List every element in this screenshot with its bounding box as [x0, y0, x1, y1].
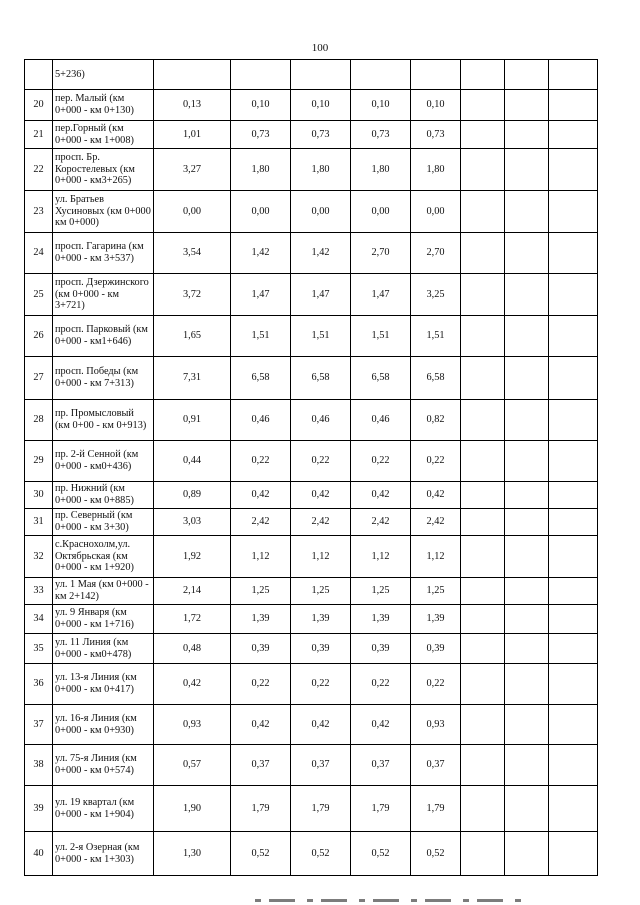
road-name: ул. Братьев Хусиновых (км 0+000 км 0+000)	[53, 191, 154, 233]
length-value: 1,12	[351, 536, 411, 578]
empty-cell	[461, 60, 505, 90]
empty-cell	[549, 605, 598, 634]
length-value: 3,54	[154, 233, 231, 274]
length-value: 1,25	[411, 578, 461, 605]
length-value: 0,42	[154, 664, 231, 705]
empty-cell	[505, 191, 549, 233]
road-name: пр. 2-й Сенной (км 0+000 - км0+436)	[53, 441, 154, 482]
length-value: 0,52	[291, 832, 351, 876]
table-row	[25, 509, 598, 536]
length-value: 1,12	[231, 536, 291, 578]
road-name: ул. 2-я Озерная (км 0+000 - км 1+303)	[53, 832, 154, 876]
empty-cell	[461, 357, 505, 400]
empty-cell	[549, 400, 598, 441]
length-value: 0,37	[351, 745, 411, 786]
length-value: 7,31	[154, 357, 231, 400]
length-value: 0,42	[291, 482, 351, 509]
table-row	[25, 482, 598, 509]
length-value: 0,22	[351, 441, 411, 482]
length-value: 1,51	[351, 316, 411, 357]
length-value: 1,01	[154, 121, 231, 149]
length-value: 1,25	[231, 578, 291, 605]
table-row	[25, 634, 598, 664]
length-value	[154, 60, 231, 90]
length-value: 0,42	[351, 705, 411, 745]
length-value: 0,44	[154, 441, 231, 482]
empty-cell	[505, 90, 549, 121]
empty-cell	[505, 121, 549, 149]
row-number: 39	[25, 786, 53, 832]
length-value: 1,79	[231, 786, 291, 832]
length-value: 1,51	[411, 316, 461, 357]
empty-cell	[505, 786, 549, 832]
row-number: 30	[25, 482, 53, 509]
road-name: пер. Малый (км 0+000 - км 0+130)	[53, 90, 154, 121]
length-value: 0,22	[291, 441, 351, 482]
length-value	[351, 60, 411, 90]
table-row	[25, 90, 598, 121]
length-value: 1,39	[231, 605, 291, 634]
table-row	[25, 536, 598, 578]
length-value: 1,39	[411, 605, 461, 634]
length-value: 3,25	[411, 274, 461, 316]
length-value	[291, 60, 351, 90]
row-number: 31	[25, 509, 53, 536]
empty-cell	[505, 578, 549, 605]
length-value: 1,47	[231, 274, 291, 316]
length-value: 6,58	[351, 357, 411, 400]
length-value: 2,42	[351, 509, 411, 536]
length-value: 1,80	[291, 149, 351, 191]
road-name: просп. Победы (км 0+000 - км 7+313)	[53, 357, 154, 400]
empty-cell	[461, 316, 505, 357]
length-value: 0,93	[411, 705, 461, 745]
empty-cell	[505, 705, 549, 745]
length-value: 1,25	[351, 578, 411, 605]
empty-cell	[505, 745, 549, 786]
length-value: 0,91	[154, 400, 231, 441]
empty-cell	[505, 832, 549, 876]
length-value: 0,73	[291, 121, 351, 149]
empty-cell	[461, 832, 505, 876]
empty-cell	[505, 482, 549, 509]
row-number: 23	[25, 191, 53, 233]
length-value: 0,39	[291, 634, 351, 664]
table-row	[25, 274, 598, 316]
length-value: 1,39	[291, 605, 351, 634]
row-number	[25, 60, 53, 90]
table-row	[25, 400, 598, 441]
table-body	[25, 60, 598, 876]
length-value: 1,51	[291, 316, 351, 357]
empty-cell	[461, 149, 505, 191]
table-row	[25, 705, 598, 745]
length-value: 0,22	[231, 441, 291, 482]
length-value: 0,52	[231, 832, 291, 876]
row-number: 24	[25, 233, 53, 274]
road-name: ул. 1 Мая (км 0+000 - км 2+142)	[53, 578, 154, 605]
length-value: 0,39	[231, 634, 291, 664]
length-value: 1,12	[291, 536, 351, 578]
empty-cell	[461, 578, 505, 605]
empty-cell	[549, 274, 598, 316]
length-value: 0,22	[411, 441, 461, 482]
empty-cell	[461, 233, 505, 274]
length-value: 1,92	[154, 536, 231, 578]
length-value: 1,42	[231, 233, 291, 274]
empty-cell	[461, 121, 505, 149]
empty-cell	[549, 149, 598, 191]
table-row	[25, 664, 598, 705]
empty-cell	[505, 400, 549, 441]
empty-cell	[549, 233, 598, 274]
empty-cell	[549, 745, 598, 786]
row-number: 22	[25, 149, 53, 191]
row-number: 27	[25, 357, 53, 400]
length-value: 0,42	[411, 482, 461, 509]
empty-cell	[505, 536, 549, 578]
empty-cell	[505, 441, 549, 482]
empty-cell	[461, 441, 505, 482]
empty-cell	[461, 191, 505, 233]
length-value: 0,37	[411, 745, 461, 786]
length-value: 0,10	[291, 90, 351, 121]
table-row	[25, 121, 598, 149]
empty-cell	[461, 400, 505, 441]
road-name: с.Краснохолм,ул. Октябрьская (км 0+000 - км 1+920)	[53, 536, 154, 578]
length-value: 1,39	[351, 605, 411, 634]
road-name: ул. 11 Линия (км 0+000 - км0+478)	[53, 634, 154, 664]
row-number: 34	[25, 605, 53, 634]
road-name: ул. 9 Января (км 0+000 - км 1+716)	[53, 605, 154, 634]
empty-cell	[549, 316, 598, 357]
length-value: 0,93	[154, 705, 231, 745]
empty-cell	[549, 482, 598, 509]
table-row-continuation	[25, 60, 598, 90]
length-value: 1,12	[411, 536, 461, 578]
length-value: 0,37	[291, 745, 351, 786]
empty-cell	[549, 705, 598, 745]
road-name: пр. Северный (км 0+000 - км 3+30)	[53, 509, 154, 536]
length-value: 1,47	[291, 274, 351, 316]
empty-cell	[549, 578, 598, 605]
empty-cell	[505, 509, 549, 536]
row-number: 28	[25, 400, 53, 441]
empty-cell	[461, 90, 505, 121]
empty-cell	[461, 536, 505, 578]
row-number: 32	[25, 536, 53, 578]
length-value: 1,79	[411, 786, 461, 832]
length-value: 0,00	[291, 191, 351, 233]
table-row	[25, 578, 598, 605]
length-value: 0,42	[351, 482, 411, 509]
length-value: 1,65	[154, 316, 231, 357]
table-row	[25, 832, 598, 876]
length-value: 0,00	[231, 191, 291, 233]
length-value: 0,00	[351, 191, 411, 233]
empty-cell	[461, 274, 505, 316]
length-value: 2,14	[154, 578, 231, 605]
empty-cell	[505, 149, 549, 191]
empty-cell	[505, 605, 549, 634]
row-number: 29	[25, 441, 53, 482]
empty-cell	[549, 90, 598, 121]
row-number: 33	[25, 578, 53, 605]
table-row	[25, 149, 598, 191]
road-name: просп. Парковый (км 0+000 - км1+646)	[53, 316, 154, 357]
road-name: 5+236)	[53, 60, 154, 90]
empty-cell	[461, 664, 505, 705]
length-value: 1,80	[231, 149, 291, 191]
empty-cell	[549, 786, 598, 832]
length-value: 2,42	[411, 509, 461, 536]
empty-cell	[549, 441, 598, 482]
length-value: 0,73	[231, 121, 291, 149]
length-value: 0,10	[351, 90, 411, 121]
road-name: ул. 75-я Линия (км 0+000 - км 0+574)	[53, 745, 154, 786]
length-value: 1,42	[291, 233, 351, 274]
length-value: 0,42	[291, 705, 351, 745]
length-value: 2,42	[231, 509, 291, 536]
empty-cell	[549, 509, 598, 536]
length-value: 0,39	[411, 634, 461, 664]
empty-cell	[549, 121, 598, 149]
length-value: 6,58	[291, 357, 351, 400]
road-name: пр. Нижний (км 0+000 - км 0+885)	[53, 482, 154, 509]
empty-cell	[505, 357, 549, 400]
empty-cell	[505, 316, 549, 357]
road-name: ул. 16-я Линия (км 0+000 - км 0+930)	[53, 705, 154, 745]
length-value: 1,25	[291, 578, 351, 605]
length-value: 0,22	[291, 664, 351, 705]
length-value: 1,47	[351, 274, 411, 316]
table-row	[25, 357, 598, 400]
empty-cell	[505, 634, 549, 664]
length-value: 1,90	[154, 786, 231, 832]
length-value	[411, 60, 461, 90]
table-row	[25, 786, 598, 832]
row-number: 40	[25, 832, 53, 876]
length-value: 6,58	[231, 357, 291, 400]
length-value: 0,00	[154, 191, 231, 233]
empty-cell	[461, 745, 505, 786]
length-value: 0,37	[231, 745, 291, 786]
table-row	[25, 605, 598, 634]
empty-cell	[505, 664, 549, 705]
length-value: 1,30	[154, 832, 231, 876]
length-value: 0,57	[154, 745, 231, 786]
road-name: пер.Горный (км 0+000 - км 1+008)	[53, 121, 154, 149]
empty-cell	[549, 664, 598, 705]
table-row	[25, 191, 598, 233]
length-value: 3,27	[154, 149, 231, 191]
length-value: 2,70	[411, 233, 461, 274]
empty-cell	[549, 832, 598, 876]
length-value: 0,22	[231, 664, 291, 705]
empty-cell	[461, 482, 505, 509]
page-number: 100	[311, 42, 329, 54]
length-value: 0,39	[351, 634, 411, 664]
length-value: 0,46	[291, 400, 351, 441]
length-value: 0,73	[411, 121, 461, 149]
table-row	[25, 441, 598, 482]
length-value: 1,51	[231, 316, 291, 357]
length-value	[231, 60, 291, 90]
row-number: 25	[25, 274, 53, 316]
row-number: 35	[25, 634, 53, 664]
row-number: 37	[25, 705, 53, 745]
row-number: 21	[25, 121, 53, 149]
empty-cell	[549, 60, 598, 90]
length-value: 1,79	[291, 786, 351, 832]
empty-cell	[461, 605, 505, 634]
row-number: 36	[25, 664, 53, 705]
empty-cell	[549, 634, 598, 664]
empty-cell	[461, 786, 505, 832]
length-value: 0,52	[411, 832, 461, 876]
length-value: 1,80	[411, 149, 461, 191]
road-name: просп. Бр. Коростелевых (км 0+000 - км3+265)	[53, 149, 154, 191]
length-value: 3,03	[154, 509, 231, 536]
road-name: ул. 13-я Линия (км 0+000 - км 0+417)	[53, 664, 154, 705]
length-value: 0,22	[351, 664, 411, 705]
empty-cell	[461, 705, 505, 745]
length-value: 0,13	[154, 90, 231, 121]
length-value: 2,42	[291, 509, 351, 536]
empty-cell	[461, 634, 505, 664]
length-value: 0,42	[231, 705, 291, 745]
road-name: просп. Гагарина (км 0+000 - км 3+537)	[53, 233, 154, 274]
empty-cell	[549, 536, 598, 578]
length-value: 0,73	[351, 121, 411, 149]
road-name: просп. Дзержинского (км 0+000 - км 3+721)	[53, 274, 154, 316]
empty-cell	[505, 274, 549, 316]
length-value: 1,79	[351, 786, 411, 832]
length-value: 0,89	[154, 482, 231, 509]
table-row	[25, 745, 598, 786]
row-number: 20	[25, 90, 53, 121]
row-number: 26	[25, 316, 53, 357]
length-value: 1,72	[154, 605, 231, 634]
length-value: 0,48	[154, 634, 231, 664]
length-value: 3,72	[154, 274, 231, 316]
length-value: 0,82	[411, 400, 461, 441]
row-number: 38	[25, 745, 53, 786]
length-value: 0,10	[411, 90, 461, 121]
length-value: 1,80	[351, 149, 411, 191]
scan-artifact	[255, 899, 525, 902]
length-value: 0,46	[231, 400, 291, 441]
empty-cell	[549, 191, 598, 233]
length-value: 0,52	[351, 832, 411, 876]
length-value: 0,46	[351, 400, 411, 441]
empty-cell	[549, 357, 598, 400]
empty-cell	[461, 509, 505, 536]
table-row	[25, 316, 598, 357]
length-value: 0,22	[411, 664, 461, 705]
road-name: ул. 19 квартал (км 0+000 - км 1+904)	[53, 786, 154, 832]
length-value: 0,42	[231, 482, 291, 509]
length-value: 2,70	[351, 233, 411, 274]
empty-cell	[505, 233, 549, 274]
empty-cell	[505, 60, 549, 90]
length-value: 6,58	[411, 357, 461, 400]
road-name: пр. Промысловый (км 0+00 - км 0+913)	[53, 400, 154, 441]
length-value: 0,00	[411, 191, 461, 233]
length-value: 0,10	[231, 90, 291, 121]
road-table	[24, 59, 598, 876]
table-row	[25, 233, 598, 274]
